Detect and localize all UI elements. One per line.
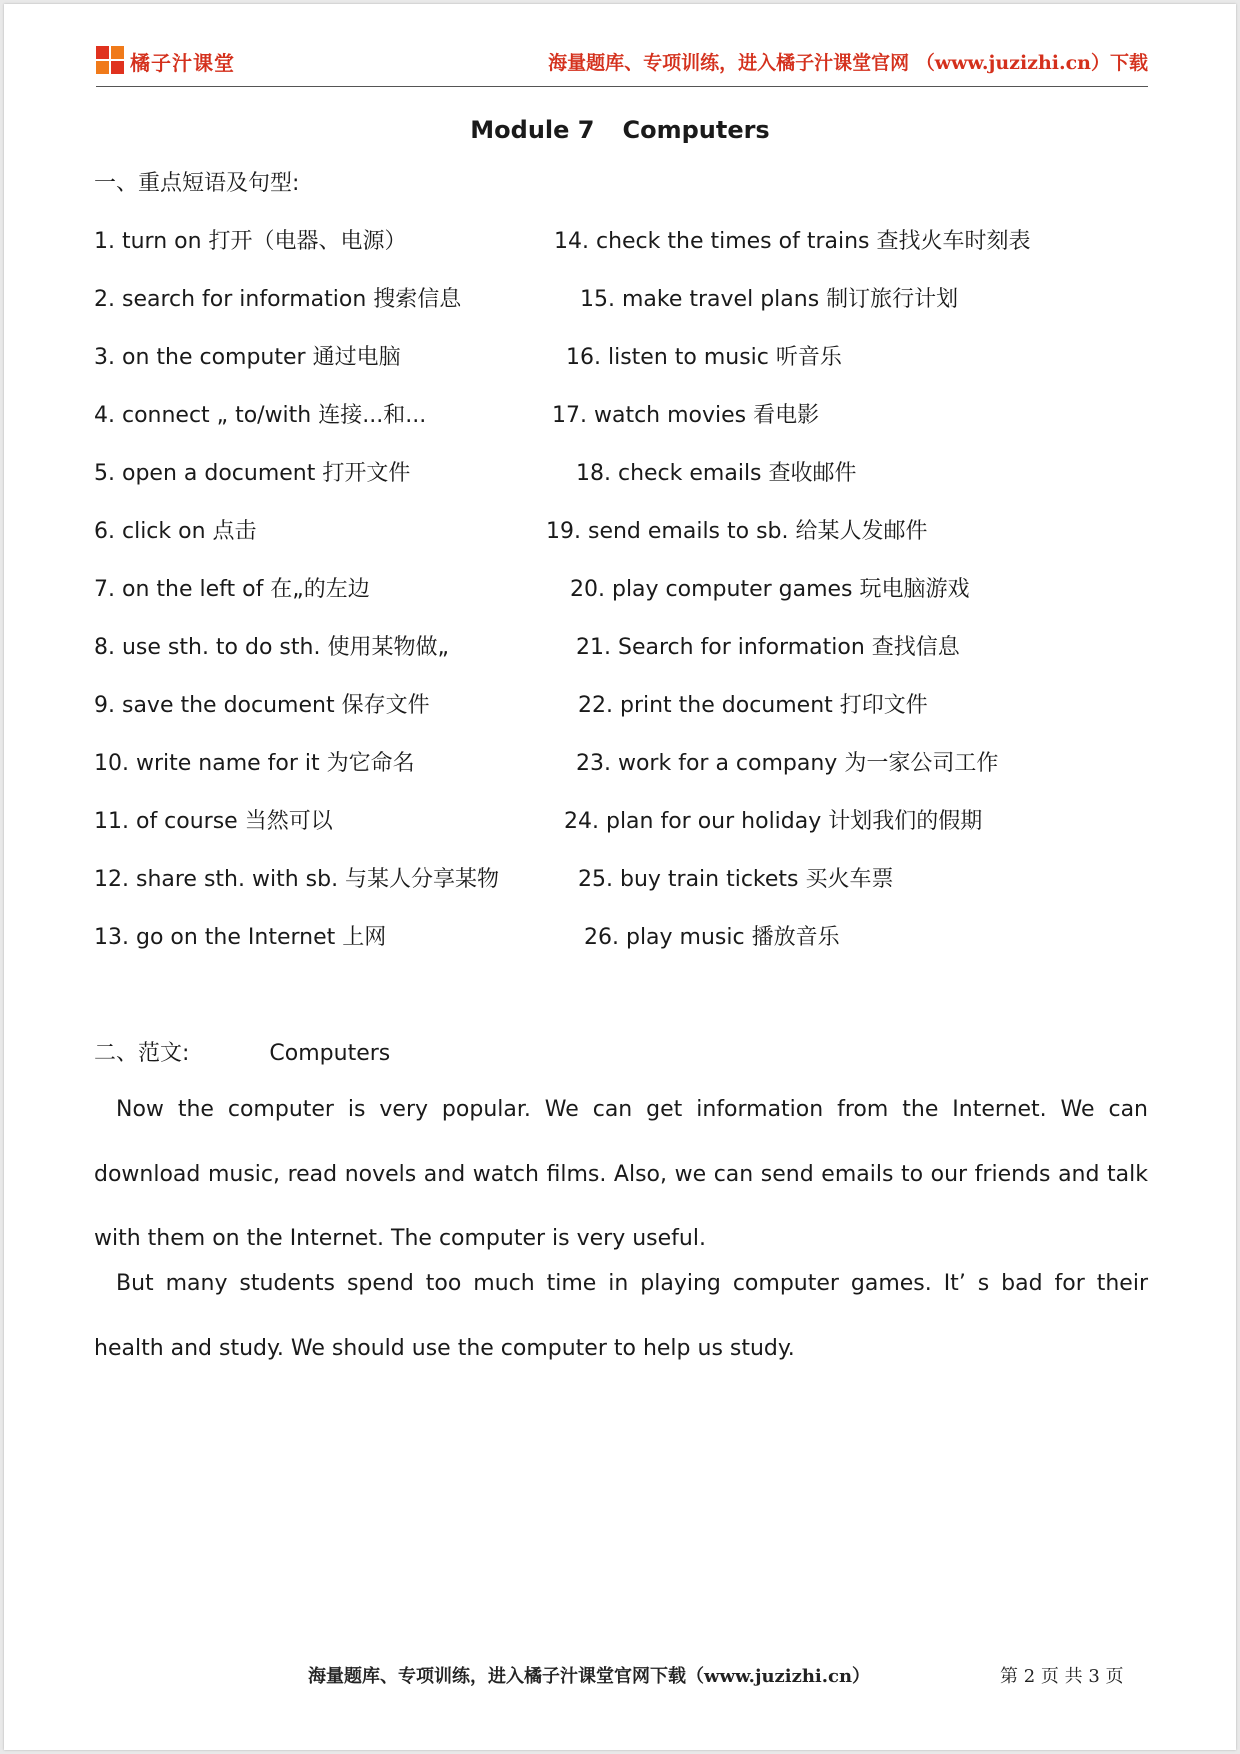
phrase-item: 5. open a document 打开文件 (94, 461, 411, 486)
phrase-item: 16. listen to music 听音乐 (566, 345, 842, 370)
phrase-item: 4. connect „ to/with 连接...和... (94, 403, 427, 428)
essay-section-label: 二、范文: (94, 1041, 190, 1066)
phrase-item: 17. watch movies 看电影 (552, 403, 820, 428)
footer-slogan: 海量题库、专项训练，进入橘子汁课堂官网下载（www.juzizhi.cn） (308, 1666, 871, 1687)
phrase-item: 1. turn on 打开（电器、电源） (94, 229, 407, 254)
phrase-item: 2. search for information 搜索信息 (94, 287, 462, 312)
phrase-item: 20. play computer games 玩电脑游戏 (570, 577, 970, 602)
phrase-item: 12. share sth. with sb. 与某人分享某物 (94, 867, 500, 892)
essay-paragraph-2: But many students spend too much time in playing computer games. It’ s bad for their health and study. We should use the computer to help us study. (94, 1271, 1148, 1361)
phrase-item: 8. use sth. to do sth. 使用某物做„ (94, 635, 449, 660)
phrase-item: 26. play music 播放音乐 (584, 925, 840, 950)
phrase-item: 7. on the left of 在„的左边 (94, 577, 370, 602)
phrase-item: 6. click on 点击 (94, 519, 257, 544)
essay-title: Computers (269, 1041, 391, 1066)
essay-paragraph-1: Now the computer is very popular. We can get information from the Internet. We can download music, read novels and watch films. Also, we can send emails to our friends and talk with them on the Internet. The computer is very useful. (94, 1097, 1148, 1251)
phrase-item: 10. write name for it 为它命名 (94, 751, 415, 776)
logo-icon (96, 46, 126, 76)
phrase-item: 15. make travel plans 制订旅行计划 (580, 287, 959, 312)
phrase-item: 21. Search for information 查找信息 (576, 635, 960, 660)
phrase-item: 19. send emails to sb. 给某人发邮件 (546, 519, 928, 544)
phrase-item: 11. of course 当然可以 (94, 809, 333, 834)
page-header (96, 40, 1148, 87)
page-title (0, 116, 1240, 144)
phrase-item: 9. save the document 保存文件 (94, 693, 430, 718)
logo-text: 橘子汁课堂 (130, 50, 235, 75)
module-label: Module 7 (470, 116, 595, 144)
section-heading-essay (94, 1036, 390, 1067)
phrase-item: 23. work for a company 为一家公司工作 (576, 751, 999, 776)
phrase-item: 14. check the times of trains 查找火车时刻表 (554, 229, 1031, 254)
phrase-item: 25. buy train tickets 买火车票 (578, 867, 894, 892)
phrase-item: 3. on the computer 通过电脑 (94, 345, 401, 370)
module-topic: Computers (622, 116, 770, 144)
header-slogan: 海量题库、专项训练，进入橘子汁课堂官网 （www.juzizhi.cn）下载 (548, 52, 1148, 74)
phrase-item: 18. check emails 查收邮件 (576, 461, 857, 486)
page-number: 第 2 页 共 3 页 (1000, 1666, 1124, 1687)
brand-logo (96, 44, 235, 78)
phrase-item: 24. plan for our holiday 计划我们的假期 (564, 809, 983, 834)
phrase-item: 22. print the document 打印文件 (578, 693, 928, 718)
phrase-item: 13. go on the Internet 上网 (94, 925, 387, 950)
section-heading-phrases: 一、重点短语及句型: (94, 171, 300, 196)
